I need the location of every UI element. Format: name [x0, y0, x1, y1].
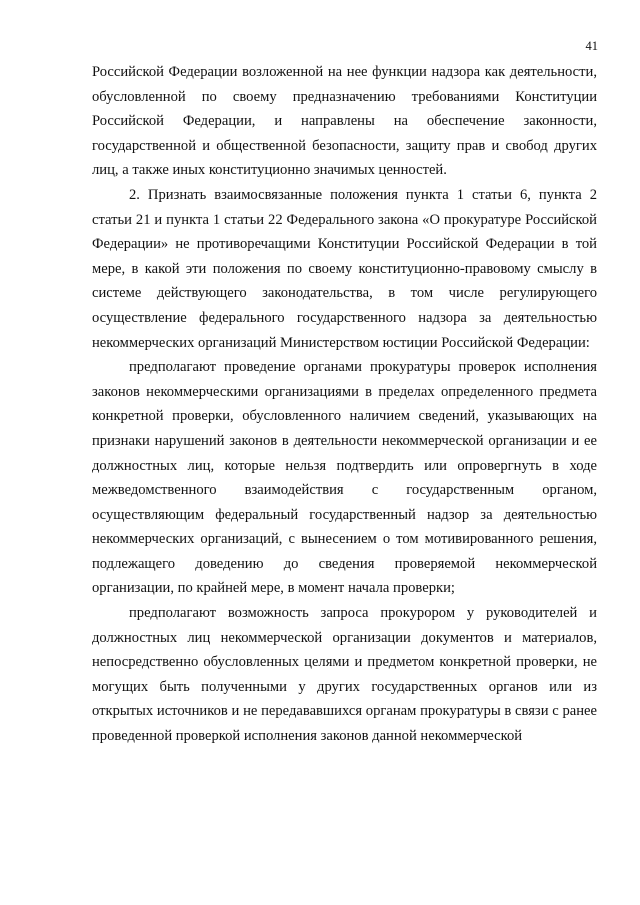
paragraph-continuation: Российской Федерации возложенной на нее функции надзора как деятельности, обусловленной по своему предназначению требованиями Конституции Российской Федерации, и направлены на обеспечение законности, государственной и общественной безопасности, защиту прав и свобод других лиц, а также иных конституционно значимых ценностей.: [92, 64, 597, 179]
page-number: 41: [585, 39, 598, 53]
paragraph-item-2: 2. Признать взаимосвязанные положения пункта 1 статьи 6, пункта 2 статьи 21 и пункта 1 статьи 22 Федерального закона «О прокуратуре Российской Федерации» не противоречащими Конституции Российской Федерации в той мере, в какой эти положения по своему конституционно-правовому смыслу в системе действующего законодательства, в том числе регулирующего осуществление федерального государственного надзора за деятельностью некоммерческих организаций Министерством юстиции Российской Федерации:: [92, 186, 597, 351]
paragraph-prosecutor-checks: предполагают проведение органами прокуратуры проверок исполнения законов некоммерческими организациями в пределах определенного предмета конкретной проверки, обусловленного наличием сведений, указывающих на признаки нарушений законов в деятельности некоммерческой организации и ее должностных лиц, которые нельзя подтвердить или опровергнуть в ходе межведомственного взаимодействия с государственным органом, осуществляющим федеральный государственный надзор за деятельностью некоммерческих организаций, с вынесением о том мотивированного решения, подлежащего доведению до сведения проверяемой некоммерческой организации, по крайней мере, в момент начала проверки;: [92, 359, 597, 597]
document-body: [92, 60, 597, 749]
paragraph-document-requests: предполагают возможность запроса прокурором у руководителей и должностных лиц некоммерческой организации документов и материалов, непосредственно обусловленных целями и предметом конкретной проверки, не могущих быть полученными у других государственных органов или из открытых источников и не передававшихся органам прокуратуры в связи с ранее проведенной проверкой исполнения законов данной некоммерческой: [92, 605, 597, 745]
